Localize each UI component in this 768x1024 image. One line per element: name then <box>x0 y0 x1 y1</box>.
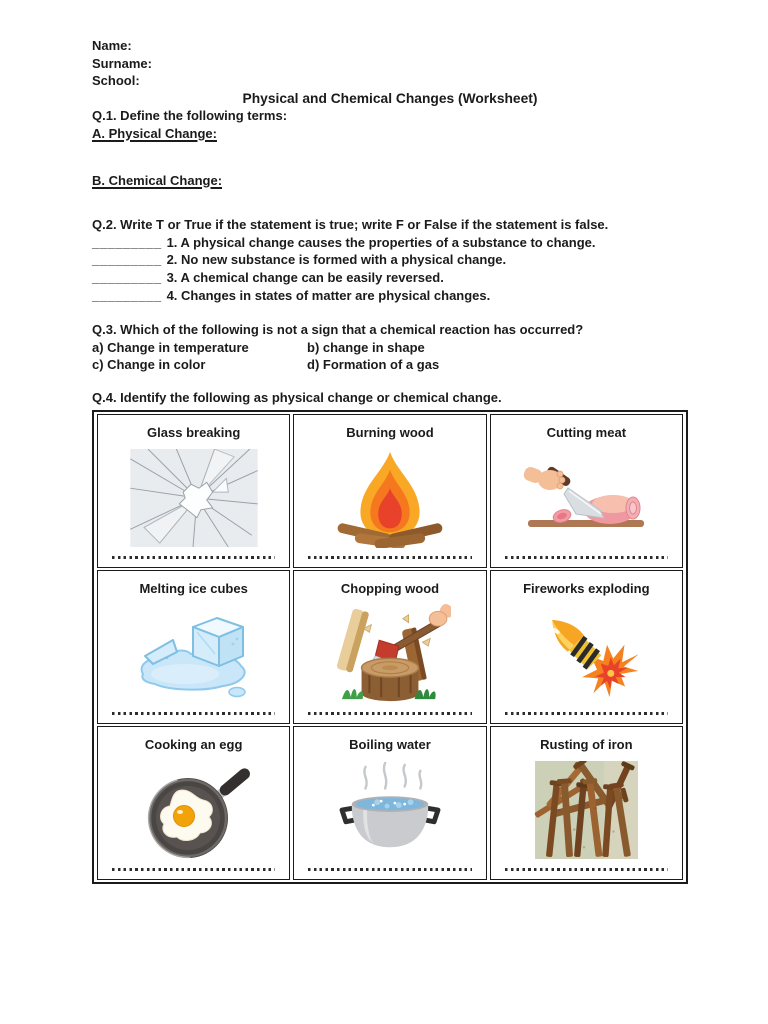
cell-title: Fireworks exploding <box>523 580 650 596</box>
q1-term-physical-change: A. Physical Change: <box>92 125 217 141</box>
answer-dotted-line <box>112 868 275 871</box>
answer-dotted-line <box>112 556 275 559</box>
school-field-label: School: <box>92 73 140 89</box>
melting-ice-icon <box>129 607 259 701</box>
q3-prompt: Q.3. Which of the following is not a sign that a chemical reaction has occurred? <box>92 322 584 338</box>
cell-title: Boiling water <box>349 736 431 752</box>
q3-option-d: d) Formation of a gas <box>307 357 440 373</box>
q4-section <box>92 389 688 884</box>
cell-boiling-water <box>293 726 486 880</box>
cell-burning-wood <box>293 414 486 568</box>
answer-blank: _________ <box>92 234 162 250</box>
q1-term-chemical-change: B. Chemical Change: <box>92 172 223 188</box>
cell-chopping-wood <box>293 570 486 724</box>
worksheet-title: Physical and Chemical Changes (Worksheet) <box>242 90 538 106</box>
answer-blank: _________ <box>92 287 162 303</box>
q4-prompt: Q.4. Identify the following as physical change or chemical change. <box>92 389 502 405</box>
cell-title: Rusting of iron <box>540 736 633 752</box>
meat-cutting-icon <box>516 456 656 540</box>
cell-title: Chopping wood <box>340 580 440 596</box>
answer-blank: _________ <box>92 269 162 285</box>
q3-section <box>92 321 688 374</box>
cell-title: Cooking an egg <box>144 736 243 752</box>
rusty-nails-photo-icon <box>534 761 639 859</box>
answer-dotted-line <box>308 556 471 559</box>
q3-option-b: b) change in shape <box>307 339 425 355</box>
surname-field-label: Surname: <box>92 55 152 71</box>
q2-section <box>92 216 688 304</box>
cell-title: Glass breaking <box>147 424 241 440</box>
cell-glass-breaking <box>97 414 290 568</box>
cell-melting-ice-cubes <box>97 570 290 724</box>
q2-statement-4: _________ 4. Changes in states of matter are physical changes. <box>92 287 491 303</box>
q2-statement-3: _________ 3. A chemical change can be easily reversed. <box>92 269 444 285</box>
broken-glass-icon <box>129 449 259 547</box>
worksheet-content <box>92 37 688 884</box>
name-field-label: Name: <box>92 38 132 53</box>
q3-option-c: c) Change in color <box>92 357 206 373</box>
answer-dotted-line <box>505 556 668 559</box>
answer-dotted-line <box>112 712 275 715</box>
boiling-pot-icon <box>329 761 451 859</box>
answer-dotted-line <box>308 712 471 715</box>
cell-title: Cutting meat <box>546 424 627 440</box>
answer-dotted-line <box>308 868 471 871</box>
answer-dotted-line <box>505 868 668 871</box>
cell-title: Melting ice cubes <box>139 580 248 596</box>
q2-prompt: Q.2. Write T or True if the statement is true; write F or False if the statement is false. <box>92 217 609 233</box>
q2-statement-2: _________ 2. No new substance is formed with a physical change. <box>92 252 507 268</box>
q1-prompt: Q.1. Define the following terms: <box>92 108 288 124</box>
q3-options <box>92 339 688 374</box>
q3-option-a: a) Change in temperature <box>92 339 249 355</box>
q4-image-table <box>92 410 688 884</box>
wood-chopping-icon <box>329 603 451 705</box>
campfire-icon <box>330 448 450 548</box>
cell-rusting-of-iron <box>490 726 683 880</box>
cell-title: Burning wood <box>346 424 434 440</box>
cell-cutting-meat <box>490 414 683 568</box>
answer-dotted-line <box>505 712 668 715</box>
answer-blank: _________ <box>92 252 162 268</box>
firework-rocket-icon <box>534 605 638 704</box>
cell-cooking-an-egg <box>97 726 290 880</box>
fried-egg-pan-icon <box>134 760 254 860</box>
q2-statement-1: _________ 1. A physical change causes the properties of a substance to change. <box>92 234 596 250</box>
cell-fireworks-exploding <box>490 570 683 724</box>
